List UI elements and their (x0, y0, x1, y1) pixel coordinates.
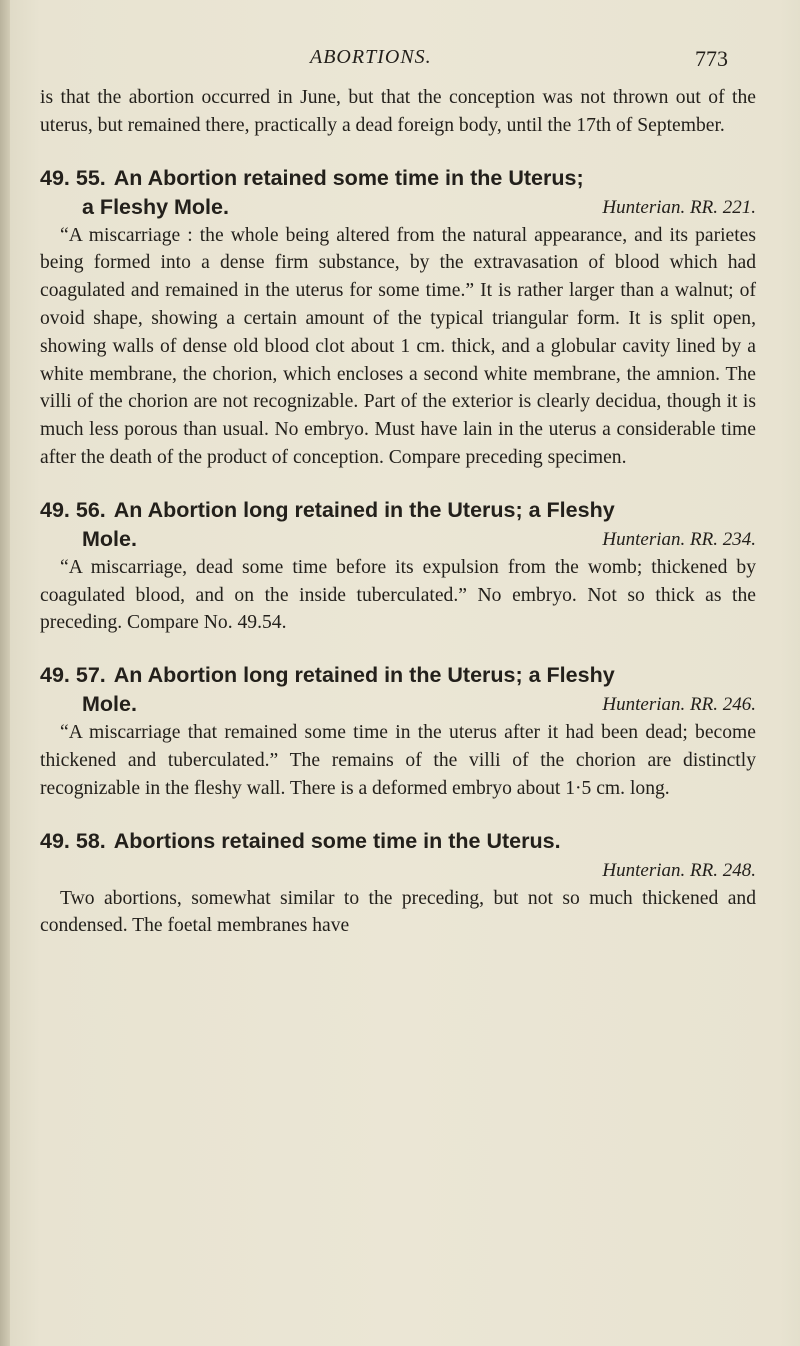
entry-title: Abortions retained some time in the Uterus. (113, 828, 561, 853)
specimen-entry (40, 164, 756, 472)
entry-title: An Abortion long retained in the Uterus; a Fleshy (113, 497, 615, 522)
entry-heading (40, 661, 756, 719)
entry-title-continued: Mole. (82, 692, 137, 717)
entry-heading (40, 496, 756, 554)
catalogue-reference: Hunterian. RR. 234. (602, 528, 756, 550)
entry-number: 49. 55. (40, 165, 106, 190)
running-head: ABORTIONS. (310, 46, 432, 68)
entry-number: 49. 58. (40, 828, 106, 853)
specimen-entry (40, 827, 756, 941)
entry-title-continued: a Fleshy Mole. (82, 194, 229, 219)
entry-title: An Abortion long retained in the Uterus; a Fleshy (113, 663, 615, 688)
entry-heading (40, 164, 756, 222)
entry-description: “A miscarriage, dead some time before its expulsion from the womb; thickened by coagulated blood, and on the inside tuberculated.” No embryo. Not so thick as the preceding. Compare No. 49.54. (40, 556, 756, 634)
entry-heading (40, 827, 756, 885)
catalogue-reference: Hunterian. RR. 248. (602, 859, 756, 881)
catalogue-reference: Hunterian. RR. 246. (602, 694, 756, 716)
entry-title-continued: Mole. (82, 526, 137, 551)
page-body (40, 84, 756, 940)
entry-description: “A miscarriage : the whole being altered from the natural appearance, and its parietes being formed into a dense firm substance, by the extravasation of blood which had coagulated and remained in the uterus for some time.” It is rather larger than a walnut; of ovoid shape, showing a certain amount of the typical triangular form. It is split open, showing walls of dense old blood clot about 1 cm. thick, and a globular cavity lined by a white membrane, the chorion, which encloses a second white membrane, the amnion. The villi of the chorion are not recognizable. Part of the exterior is clearly decidua, though it is much less porous than usual. No embryo. Must have lain in the uterus a considerable time after the death of the product of conception. Compare preceding specimen. (40, 224, 756, 468)
intro-paragraph: is that the abortion occurred in June, but that the conception was not thrown out of the uterus, but remained there, practically a dead foreign body, until the 17th of September. (40, 87, 756, 136)
specimen-entry (40, 661, 756, 802)
entry-title: An Abortion retained some time in the Uterus; (113, 165, 584, 190)
catalogue-reference: Hunterian. RR. 221. (602, 196, 756, 218)
entry-number: 49. 57. (40, 663, 106, 688)
entry-description: Two abortions, somewhat similar to the preceding, but not so much thickened and condensed. The foetal membranes have (40, 887, 756, 937)
entry-description: “A miscarriage that remained some time in the uterus after it had been dead; become thickened and tuberculated.” The remains of the villi of the chorion are distinctly recognizable in the fleshy wall. There is a deformed embryo about 1·5 cm. long. (40, 722, 756, 799)
page-number: 773 (695, 46, 728, 71)
specimen-entry (40, 496, 756, 637)
entry-number: 49. 56. (40, 497, 106, 522)
page-gutter-shadow (0, 0, 10, 1346)
